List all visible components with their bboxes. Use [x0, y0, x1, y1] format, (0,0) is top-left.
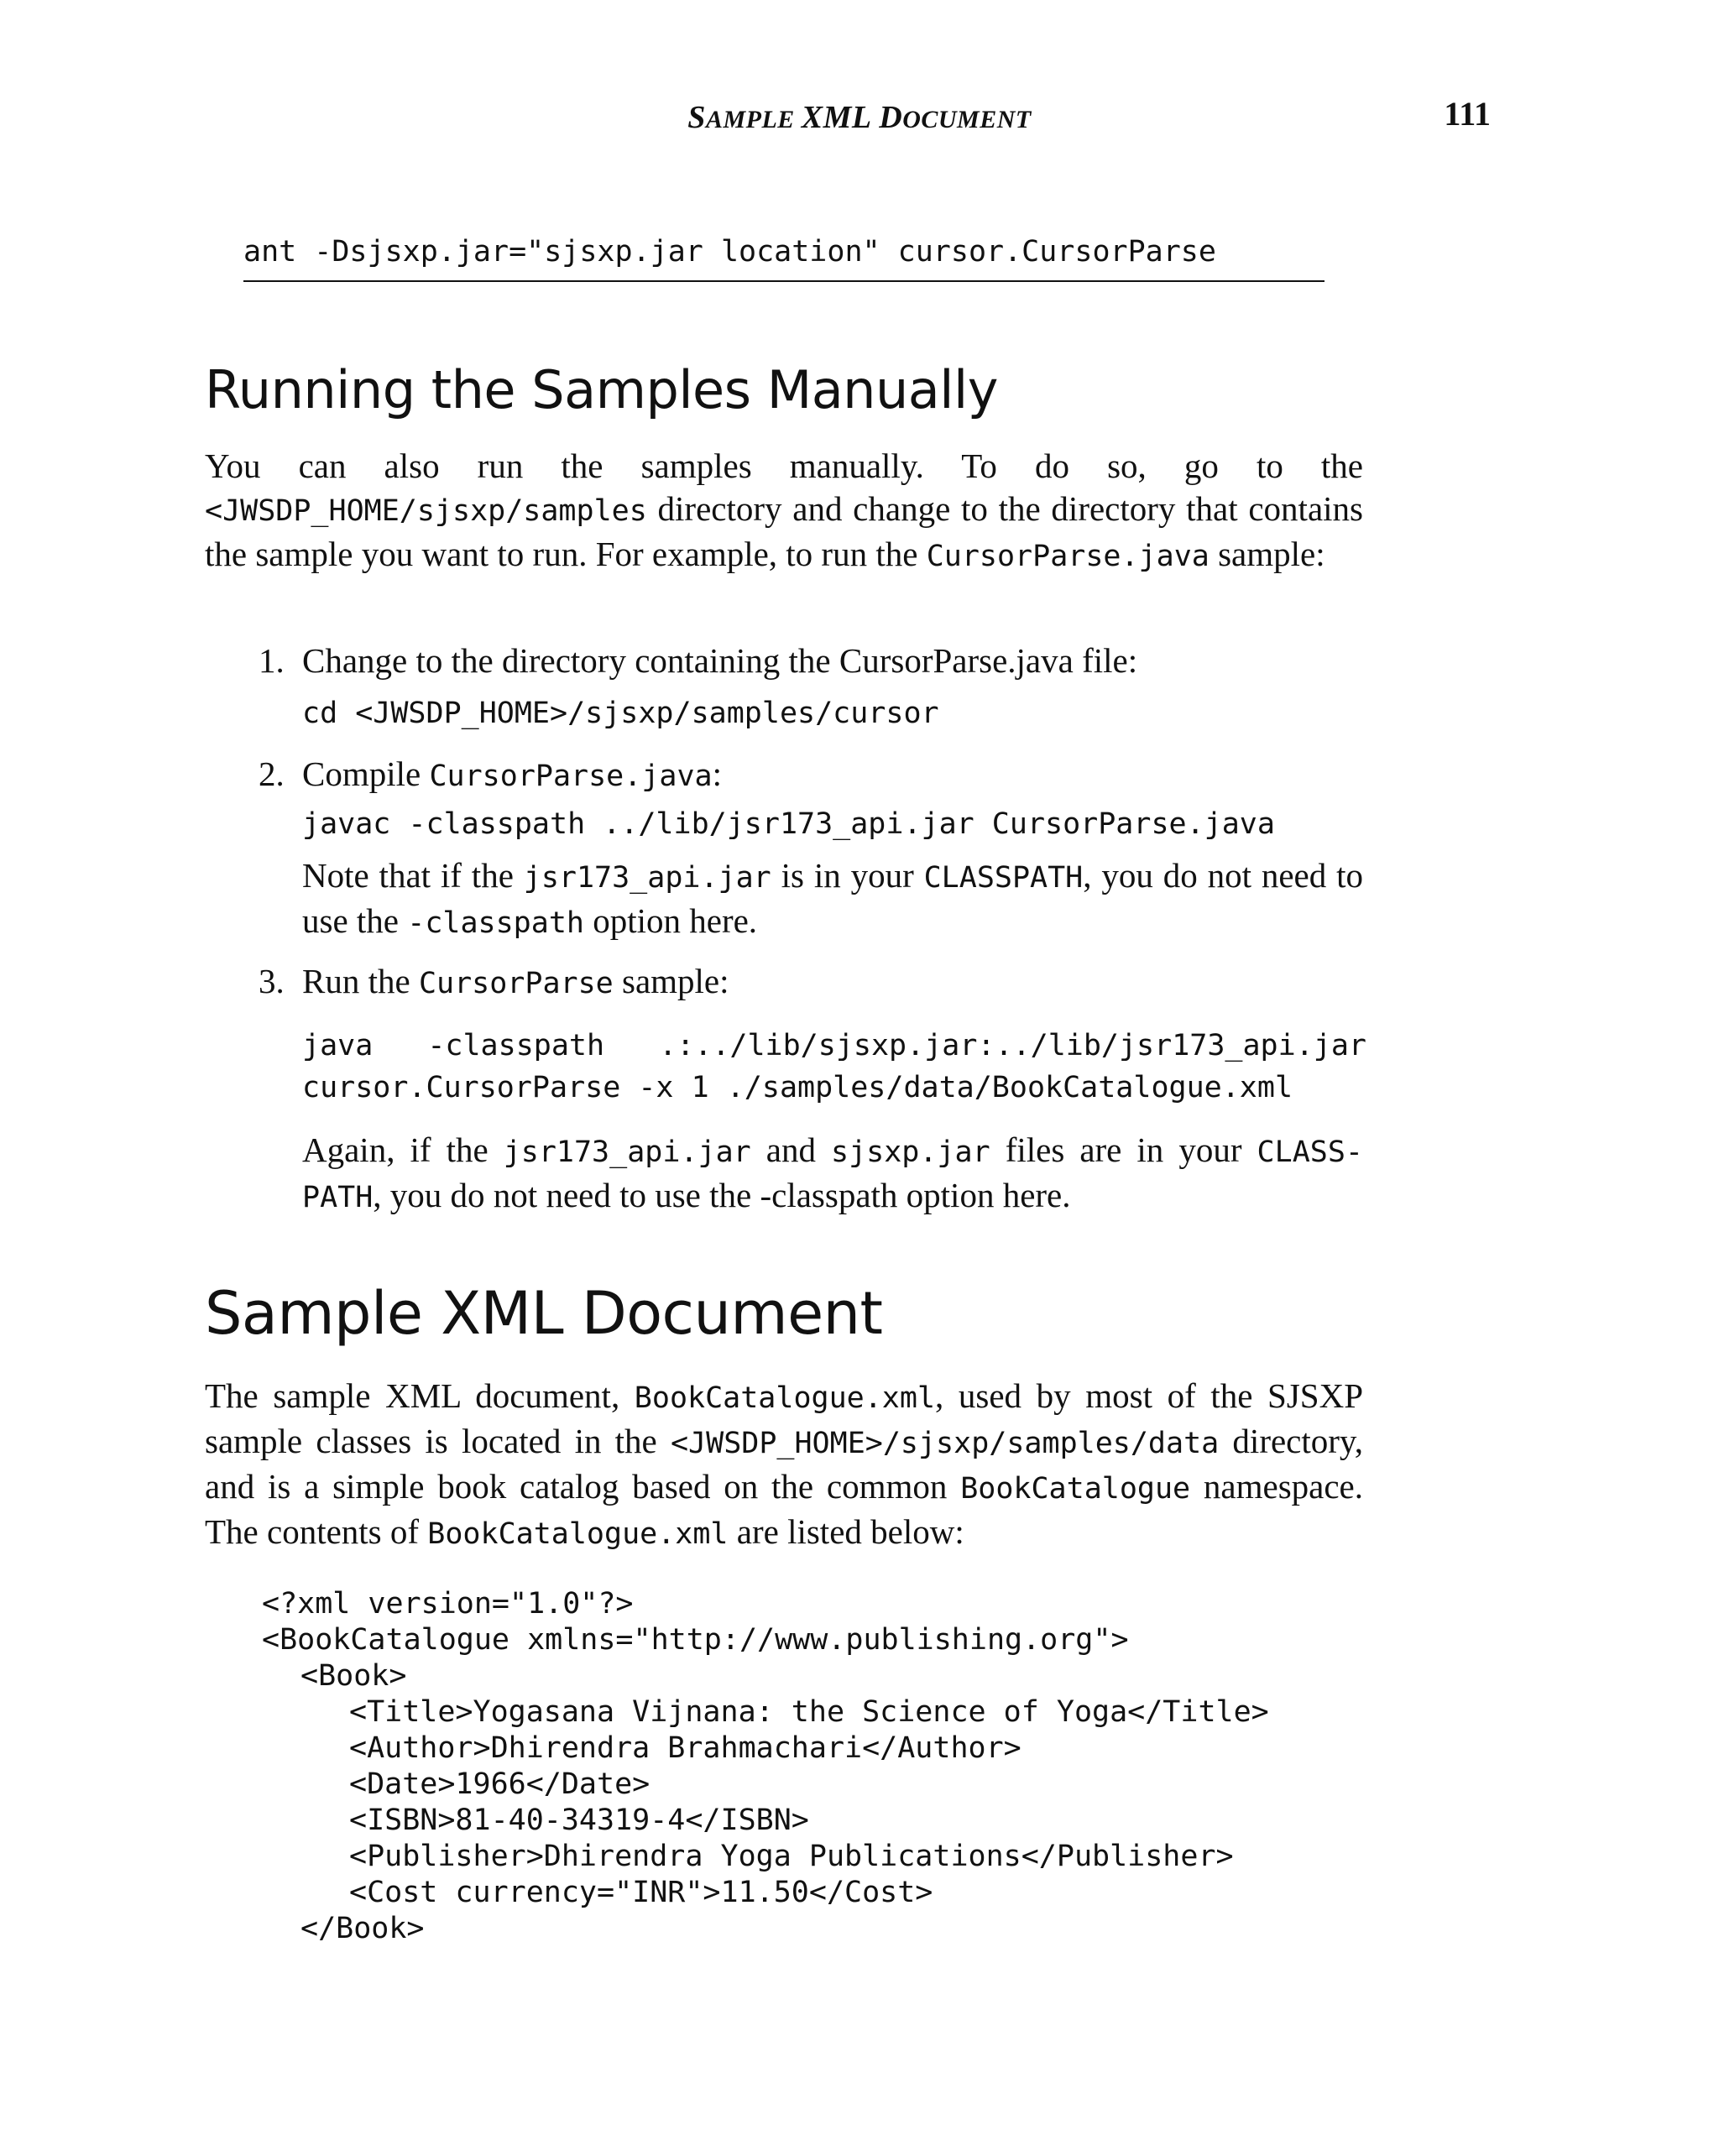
running-title-part: AMPLE [705, 106, 802, 133]
step-2-note [302, 854, 1363, 945]
page-number: 111 [1444, 95, 1491, 133]
text-run: and [750, 1130, 831, 1169]
step-3-command-line-2: cursor.CursorParse -x 1 ./samples/data/BookCatalogue.xml [302, 1071, 1293, 1104]
step-number: 3. [259, 962, 285, 1000]
code-run: BookCatalogue.xml [634, 1381, 936, 1415]
xml-code-listing [262, 1586, 1269, 1947]
step-text: : [712, 754, 723, 793]
step-1 [259, 639, 1137, 682]
text-run: are listed below: [728, 1512, 964, 1551]
text-run: sample: [1209, 535, 1325, 573]
code-run: jsr173_api.jar [523, 861, 771, 895]
code-run: BookCatalogue [960, 1472, 1191, 1506]
intro-paragraph [205, 445, 1363, 578]
step-text: Run the [302, 962, 419, 1000]
step-2 [259, 753, 722, 798]
command-token: java [302, 1029, 374, 1062]
step-text: Compile [302, 754, 430, 793]
text-run: , you do not need to use the -classpath option here. [373, 1176, 1071, 1214]
text-run: option here. [583, 901, 758, 940]
step-number: 1. [259, 641, 285, 680]
step-text: Change to the directory containing the CursorParse.java file: [302, 641, 1138, 680]
code-line: <Publisher>Dhirendra Yoga Publications</Publisher> [349, 1840, 1234, 1873]
running-title-cap-d: D [870, 100, 903, 135]
code-run: <JWSDP_HOME>/sjsxp/samples/data [670, 1427, 1220, 1460]
code-line: <Author>Dhirendra Brahmachari</Author> [349, 1731, 1021, 1765]
text-run: You can also run the samples manually. To do so, go to the [205, 446, 1363, 485]
section-heading-running-samples: Running the Samples Manually [205, 359, 998, 420]
step-code: CursorParse [418, 967, 614, 1000]
ant-command-line: ant -Dsjsxp.jar="sjsxp.jar location" cursor.CursorParse [243, 235, 1325, 282]
code-line: <Cost currency="INR">11.50</Cost> [349, 1876, 933, 1909]
step-2-command: javac -classpath ../lib/jsr173_api.jar CursorParse.java [302, 807, 1275, 841]
step-3 [259, 960, 729, 1005]
code-run: sjsxp.jar [831, 1135, 990, 1169]
running-title-part: OCUMENT [902, 106, 1032, 133]
text-run: The sample XML document, [205, 1376, 635, 1415]
step-1-command: cd <JWSDP_HOME>/sjsxp/samples/cursor [302, 697, 939, 730]
text-run: Note that if the [302, 856, 524, 895]
sample-xml-paragraph [205, 1375, 1363, 1556]
section-heading-sample-xml: Sample XML Document [205, 1279, 883, 1348]
code-line: </Book> [300, 1912, 425, 1945]
code-run: CLASS-PATH [302, 1135, 1363, 1214]
text-run: files are in your [990, 1130, 1257, 1169]
code-line: <BookCatalogue xmlns="http://www.publishing.org"> [262, 1623, 1129, 1657]
step-text: sample: [613, 962, 729, 1000]
step-code: CursorParse.java [429, 760, 713, 793]
text-run: , used by most of the SJSXP sample classes is located in the [205, 1376, 1363, 1460]
code-run: -classpath [407, 906, 584, 940]
code-line: <?xml version="1.0"?> [262, 1587, 634, 1621]
text-run: Again, if the [302, 1130, 504, 1169]
text-run: is in your [771, 856, 924, 895]
step-3-command-line-1 [302, 1029, 1366, 1062]
code-line: <Date>1966</Date> [349, 1767, 651, 1801]
text-run: directory, and is a simple book catalog based on the common [205, 1422, 1364, 1506]
step-number: 2. [259, 754, 285, 793]
code-line: <ISBN>81-40-34319-4</ISBN> [349, 1804, 809, 1837]
command-token: -classpath [427, 1029, 605, 1062]
code-line: <Title>Yogasana Vijnana: the Science of Yoga</Title> [349, 1695, 1269, 1729]
step-3-note [302, 1129, 1363, 1219]
code-run: jsr173_api.jar [503, 1135, 751, 1169]
text-run: , you do not need to use the [302, 856, 1363, 940]
running-title-xml: XML [801, 100, 871, 135]
code-run: BookCatalogue.xml [427, 1517, 729, 1551]
code-run: CLASSPATH [923, 861, 1084, 895]
code-run: <JWSDP_HOME/sjsxp/samples [205, 494, 647, 528]
command-token: .:../lib/sjsxp.jar:../lib/jsr173_api.jar [659, 1029, 1366, 1062]
code-line: <Book> [300, 1659, 407, 1693]
running-header [0, 95, 1719, 141]
running-title-cap-s: S [687, 100, 706, 135]
code-run: CursorParse.java [926, 540, 1210, 573]
text-run: directory and change to the directory that contains the sample you want to run. For example, to run the [205, 489, 1363, 573]
text-run: namespace. The contents of [205, 1467, 1363, 1551]
